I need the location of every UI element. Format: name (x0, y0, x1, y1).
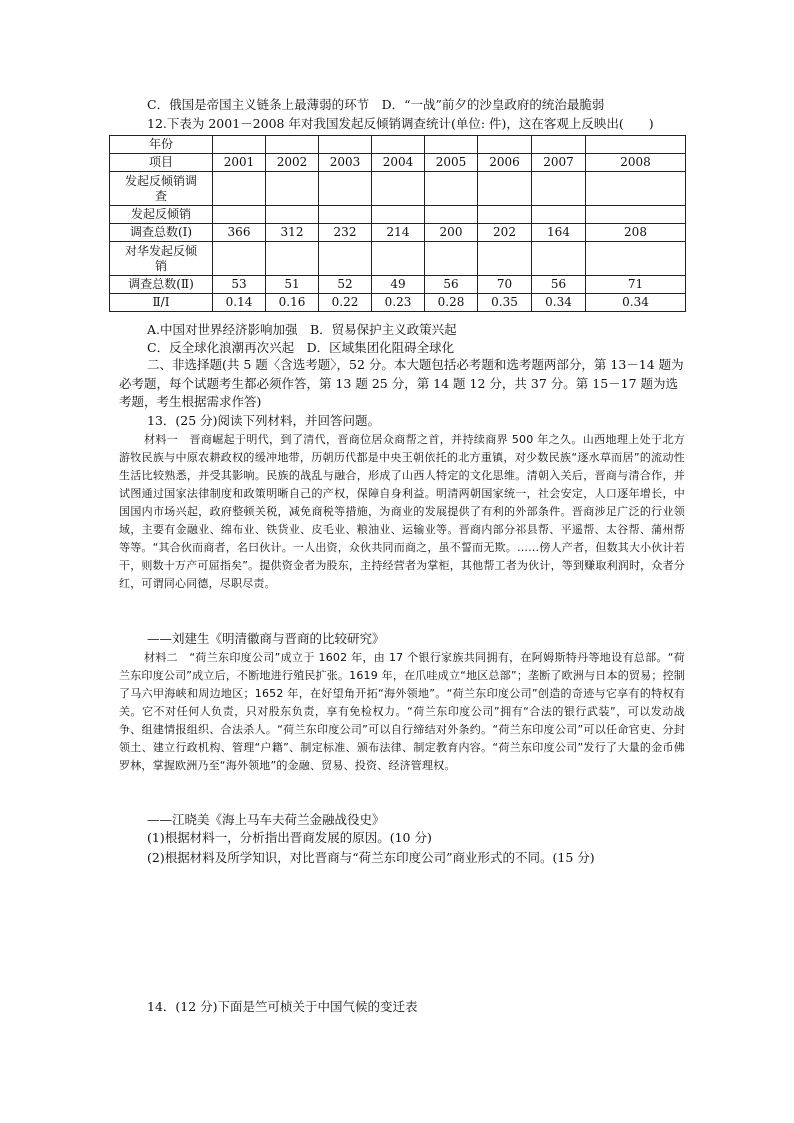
data-cell: 51 (266, 276, 319, 294)
q12-options-ab: A.中国对世界经济影响加强 B．贸易保护主义政策兴起 (147, 322, 457, 337)
year-cell: 2001 (213, 154, 266, 172)
data-cell: 71 (586, 276, 686, 294)
data-cell: 232 (319, 224, 372, 242)
q13-sub1: (1)根据材料一，分析指出晋商发展的原因。(10 分) (147, 830, 432, 845)
year-cell: 2006 (478, 154, 532, 172)
row4-label: 调查总数(Ⅱ) (110, 276, 213, 294)
header-item-label: 项目 (110, 154, 213, 172)
row1-label: 发起反倾销调 查 (110, 172, 213, 206)
data-cell: 56 (532, 276, 586, 294)
year-cell: 2002 (266, 154, 319, 172)
header-year-label: 年份 (110, 136, 213, 154)
q11-options-cd: C．俄国是帝国主义链条上最薄弱的环节 D．“一战”前夕的沙皇政府的统治最脆弱 (147, 97, 605, 112)
material-2: 材料二 “荷兰东印度公司”成立于 1602 年，由 17 个银行家族共同拥有，在阿姆斯特丹等地设有总部。“荷兰东印度公司”成立后，不断地进行殖民扩张。1619 年，在爪哇成立“地区总部”；垄断了欧洲与日本的贸易；控制了马六甲海峡和周边地区；1652 年，在好望角开拓“海外领地”。“荷兰东印度公司”创造的奇迹与它享有的特权有关。它不对任何人负责，只对股东负责，享有免检权力。“荷兰东印度公司”拥有“合法的银行武装”，可以发动战争、组建情报组织、合法杀人。“荷兰东印度公司”可以自行缔结对外条约。“荷兰东印度公司”可以任命官吏、分封领土、建立行政机构、管理“户籍”、制定标准、颁布法律、制定教育内容。“荷兰东印度公司”发行了大量的金币佛罗林，掌握欧洲乃至“海外领地”的金融、贸易、投资、经济管理权。 (119, 651, 685, 772)
q14-stem: 14．(12 分)下面是竺可桢关于中国气候的变迁表 (147, 999, 418, 1014)
data-cell: 0.23 (372, 294, 425, 312)
source-2: ——江晓美《海上马车夫荷兰金融战役史》 (147, 812, 385, 827)
year-cell: 2007 (532, 154, 586, 172)
data-cell: 0.28 (425, 294, 478, 312)
data-cell: 0.35 (478, 294, 532, 312)
data-cell: 164 (532, 224, 586, 242)
data-cell: 0.34 (532, 294, 586, 312)
year-cell: 2005 (425, 154, 478, 172)
data-cell: 208 (586, 224, 686, 242)
year-cell: 2008 (586, 154, 686, 172)
data-cell: 53 (213, 276, 266, 294)
row2-label-b: 调查总数(Ⅰ) (110, 224, 213, 242)
q12-options-cd: C．反全球化浪潮再次兴起 D．区域集团化阻碍全球化 (147, 340, 455, 355)
data-cell: 366 (213, 224, 266, 242)
data-cell: 200 (425, 224, 478, 242)
q13-stem: 13．(25 分)阅读下列材料，并回答问题。 (147, 413, 381, 428)
data-cell: 70 (478, 276, 532, 294)
data-cell: 202 (478, 224, 532, 242)
material-1: 材料一 晋商崛起于明代，到了清代，晋商位居众商帮之首，并持续商界 500 年之久。山西地理上处于北方游牧民族与中原农耕政权的缓冲地带，历朝历代都是中央王朝依托的北方重镇，对少数民族“逐水草而居”的流动性生活比较熟悉，并受其影响。民族的战乱与融合，形成了山西人特定的文化思维。清朝入关后，晋商与清合作，并试图通过国家法律制度和政策明晰自己的产权，保障自身利益。明清两朝国家统一，社会安定，人口逐年增长，中国国内市场兴起，政府整顿关税，减免商税等措施，为商业的发展提供了有利的外部条件。晋商涉足广泛的行业领域，主要有金融业、绵布业、铁货业、皮毛业、粮油业、运输业等。晋商内部分祁县帮、平遥帮、太谷帮、蒲州帮等等。“其合伙而商者，名曰伙计。一人出资，众伙共同而商之，虽不誓而无欺。……傍人产者，但数其大小伙计若干，则数十万产可屈指矣”。提供资金者为股东，主持经营者为掌柜，其他帮工者为伙计，等到赚取利润时，众者分红，可谓同心同德，尽职尽责。 (119, 433, 685, 590)
data-cell: 0.16 (266, 294, 319, 312)
data-cell: 56 (425, 276, 478, 294)
data-cell: 312 (266, 224, 319, 242)
section2-intro: 二、非选择题(共 5 题〈含选考题〉，52 分。本大题包括必考题和选考题两部分，第 13－14 题为必考题，每个试题考生都必须作答，第 13 题 25 分，第 14 题 12 分，共 37 分。第 15－17 题为选考题，考生根据需求作答) (119, 357, 684, 409)
data-cell: 214 (372, 224, 425, 242)
year-cell: 2003 (319, 154, 372, 172)
data-cell: 0.14 (213, 294, 266, 312)
data-cell: 52 (319, 276, 372, 294)
row2-label-a: 发起反倾销 (110, 206, 213, 224)
q13-sub2: (2)根据材料及所学知识，对比晋商与“荷兰东印度公司”商业形式的不同。(15 分) (147, 850, 595, 865)
row3-label: 对华发起反倾 销 (110, 242, 213, 276)
source-1: ——刘建生《明清徽商与晋商的比较研究》 (147, 631, 385, 646)
q12-stem: 12.下表为 2001－2008 年对我国发起反倾销调查统计(单位: 件)，这在客观上反映出( ) (147, 116, 654, 131)
anti-dumping-table (109, 135, 686, 312)
data-cell: 49 (372, 276, 425, 294)
row5-label: Ⅱ/Ⅰ (110, 294, 213, 312)
data-cell: 0.34 (586, 294, 686, 312)
data-cell: 0.22 (319, 294, 372, 312)
year-cell: 2004 (372, 154, 425, 172)
